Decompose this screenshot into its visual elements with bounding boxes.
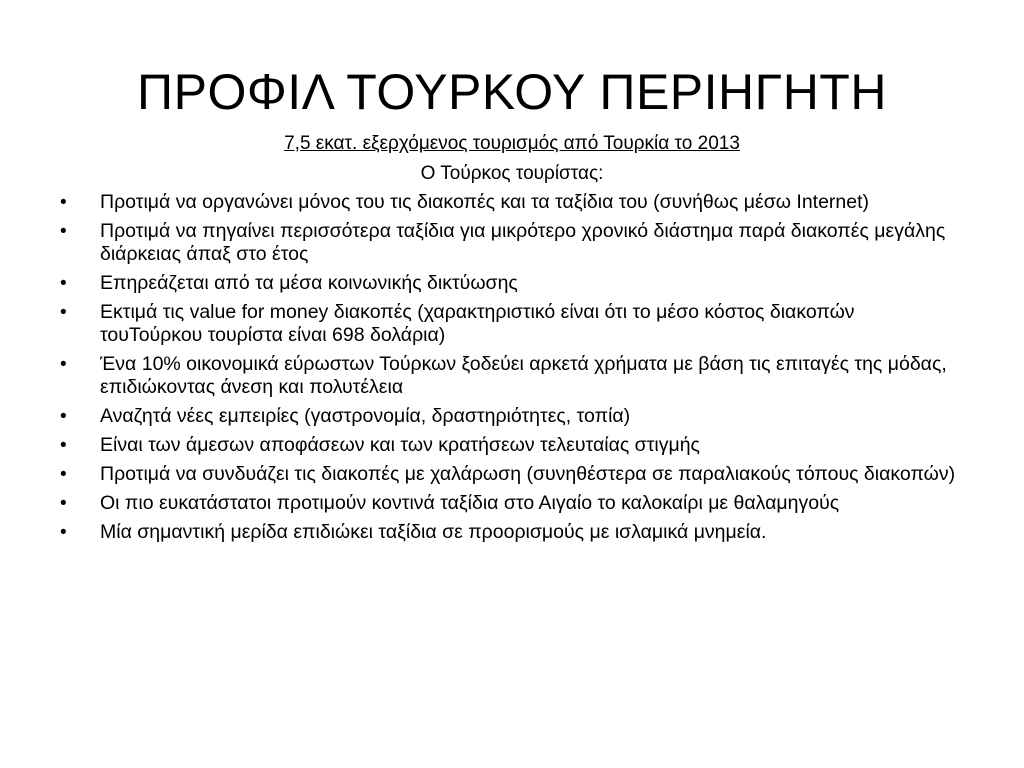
bullet-text: Είναι των άμεσων αποφάσεων και των κρατήσεων τελευταίας στιγμής (100, 434, 700, 456)
bullet-icon: • (60, 522, 67, 543)
bullet-item (60, 434, 960, 457)
bullet-icon: • (60, 302, 67, 323)
bullet-icon: • (60, 435, 67, 456)
bullet-item (60, 191, 960, 214)
bullet-text: Μία σημαντική μερίδα επιδιώκει ταξίδια σε προορισμούς με ισλαμικά μνημεία. (100, 521, 767, 543)
bullet-text: Προτιμά να οργανώνει μόνος του τις διακοπές και τα ταξίδια του (συνήθως μέσω Internet) (100, 191, 870, 213)
bullet-icon: • (60, 464, 67, 485)
bullet-text: Αναζητά νέες εμπειρίες (γαστρονομία, δραστηριότητες, τοπία) (100, 405, 631, 427)
bullet-icon: • (60, 406, 67, 427)
bullet-item (60, 301, 960, 347)
slide-intro: Ο Τούρκος τουρίστας: (420, 163, 604, 184)
bullet-text: Προτιμά να συνδυάζει τις διακοπές με χαλάρωση (συνηθέστερα σε παραλιακούς τόπους διακοπών) (100, 463, 956, 485)
bullet-icon: • (60, 273, 67, 294)
slide-title: ΠΡΟΦΙΛ ΤΟΥΡΚΟΥ ΠΕΡΙΗΓΗΤΗ (137, 64, 887, 120)
bullet-text: Οι πιο ευκατάστατοι προτιμούν κοντινά ταξίδια στο Αιγαίο το καλοκαίρι με θαλαμηγούς (100, 492, 840, 514)
bullet-item (60, 463, 960, 486)
bullet-text: Προτιμά να πηγαίνει περισσότερα ταξίδια για μικρότερο χρονικό διάστημα παρά διακοπές μεγάλης διάρκειας άπαξ στο έτος (100, 220, 946, 265)
bullet-item (60, 220, 960, 266)
bullet-text: Εκτιμά τις value for money διακοπές (χαρακτηριστικό είναι ότι το μέσο κόστος διακοπών τουΤούρκου τουρίστα είναι 698 δολάρια) (100, 301, 855, 346)
bullet-item (60, 272, 960, 295)
bullet-icon: • (60, 221, 67, 242)
bullet-icon: • (60, 354, 67, 375)
bullet-item (60, 405, 960, 428)
bullet-item (60, 353, 960, 399)
bullet-icon: • (60, 493, 67, 514)
bullet-item (60, 521, 960, 544)
bullet-list (60, 191, 960, 550)
bullet-icon: • (60, 192, 67, 213)
bullet-item (60, 492, 960, 515)
slide-subtitle: 7,5 εκατ. εξερχόμενος τουρισμός από Τουρκία το 2013 (284, 133, 740, 154)
bullet-text: Ένα 10% οικονομικά εύρωστων Τούρκων ξοδεύει αρκετά χρήματα με βάση τις επιταγές της μόδας, επιδιώκοντας άνεση και πολυτέλεια (100, 353, 947, 398)
bullet-text: Επηρεάζεται από τα μέσα κοινωνικής δικτύωσης (100, 272, 518, 294)
